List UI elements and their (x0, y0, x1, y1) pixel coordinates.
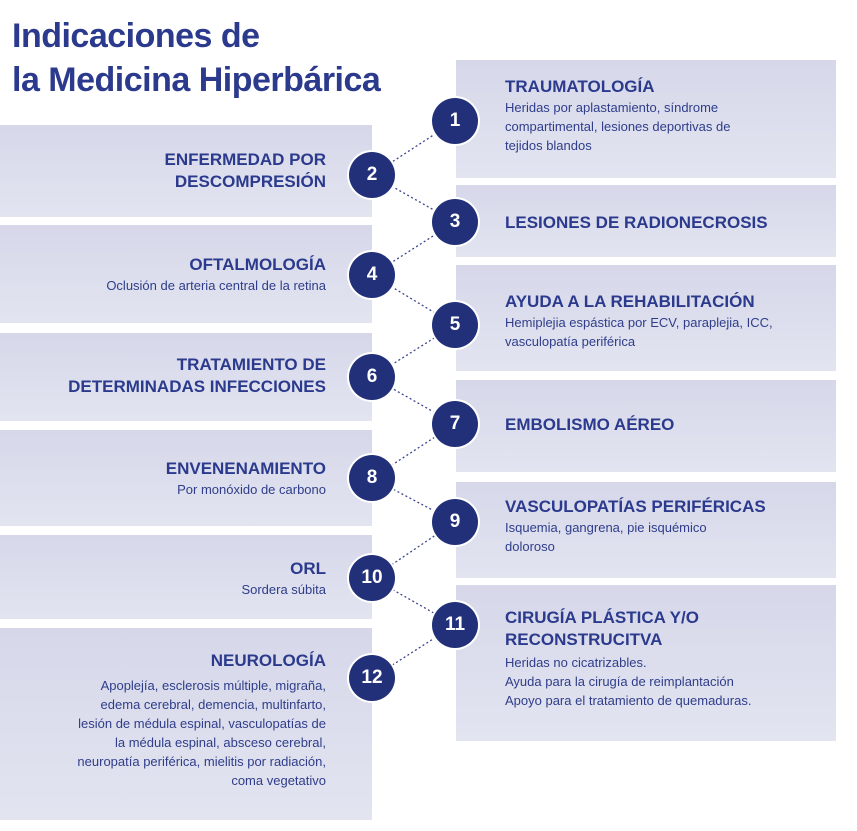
item-11-title: CIRUGÍA PLÁSTICA Y/O (505, 608, 699, 627)
item-5-desc-line: vasculopatía periférica (505, 334, 636, 349)
title-line-1: Indicaciones de (12, 17, 260, 55)
number-badge-6: 6 (349, 354, 395, 400)
item-9-desc-line: Isquemia, gangrena, pie isquémico (505, 520, 707, 535)
item-9-desc-line: doloroso (505, 539, 555, 554)
item-1-desc-line: compartimental, lesiones deportivas de (505, 119, 731, 134)
item-12-desc-line: edema cerebral, demencia, multinfarto, (100, 697, 326, 712)
number-badge-12: 12 (349, 655, 395, 701)
number-badge-4: 4 (349, 252, 395, 298)
item-7-text (505, 414, 825, 436)
item-2-title: ENFERMEDAD POR (164, 150, 326, 169)
item-2-title-2: DESCOMPRESIÓN (174, 172, 326, 191)
item-6-text (20, 354, 326, 398)
item-5-title: AYUDA A LA REHABILITACIÓN (505, 292, 755, 311)
item-11-title-2: RECONSTRUCITVA (505, 630, 663, 649)
item-5-desc-line: Hemiplejia espástica por ECV, paraplejia, ICC, (505, 315, 773, 330)
item-4-text (20, 254, 326, 295)
item-5-text (505, 291, 825, 351)
item-3-text (505, 212, 825, 234)
item-8-text (20, 458, 326, 499)
item-6-title-2: DETERMINADAS INFECCIONES (68, 377, 326, 396)
item-4-desc (20, 276, 326, 295)
number-badge-1: 1 (432, 98, 478, 144)
item-11-desc-line: Ayuda para la cirugía de reimplantación (505, 674, 734, 689)
item-11-desc-line: Apoyo para el tratamiento de quemaduras. (505, 693, 752, 708)
item-12-desc-line: coma vegetativo (231, 773, 326, 788)
item-11-desc-line: Heridas no cicatrizables. (505, 655, 647, 670)
item-4-desc-line: Oclusión de arteria central de la retina (106, 278, 326, 293)
item-12-desc-line: la médula espinal, absceso cerebral, (114, 735, 326, 750)
number-badge-8: 8 (349, 455, 395, 501)
item-10-desc (20, 580, 326, 599)
item-4-title: OFTALMOLOGÍA (189, 255, 326, 274)
item-10-title: ORL (290, 559, 326, 578)
item-10-desc-line: Sordera súbita (241, 582, 326, 597)
item-8-title: ENVENENAMIENTO (165, 459, 326, 478)
item-5-desc (505, 313, 825, 351)
item-3-title: LESIONES DE RADIONECROSIS (505, 213, 768, 232)
item-12-desc-line: Apoplejía, esclerosis múltiple, migraña, (100, 678, 326, 693)
number-badge-2: 2 (349, 152, 395, 198)
number-badge-11: 11 (432, 602, 478, 648)
number-badge-7: 7 (432, 401, 478, 447)
item-8-desc-line: Por monóxido de carbono (177, 482, 326, 497)
item-11-text (505, 607, 825, 710)
item-8-desc (20, 480, 326, 499)
item-6-title: TRATAMIENTO DE (176, 355, 326, 374)
item-2-text (20, 149, 326, 193)
item-1-desc (505, 98, 825, 155)
number-badge-5: 5 (432, 302, 478, 348)
item-12-desc-line: neuropatía periférica, mielitis por radiación, (77, 754, 326, 769)
title-line-2: la Medicina Hiperbárica (12, 61, 381, 99)
number-badge-10: 10 (349, 555, 395, 601)
item-1-desc-line: Heridas por aplastamiento, síndrome (505, 100, 719, 115)
number-badge-3: 3 (432, 199, 478, 245)
item-11-desc (505, 653, 825, 710)
item-12-text (14, 650, 326, 790)
item-1-desc-line: tejidos blandos (505, 138, 592, 153)
item-7-title: EMBOLISMO AÉREO (505, 415, 675, 434)
item-12-desc (14, 676, 326, 790)
item-12-title: NEUROLOGÍA (210, 651, 326, 670)
item-9-title: VASCULOPATÍAS PERIFÉRICAS (505, 497, 766, 516)
item-12-desc-line: lesión de médula espinal, vasculopatías de (78, 716, 326, 731)
item-10-text (20, 558, 326, 599)
item-1-title: TRAUMATOLOGÍA (505, 77, 655, 96)
item-1-text (505, 76, 825, 155)
item-9-desc (505, 518, 825, 556)
number-badge-9: 9 (432, 499, 478, 545)
item-9-text (505, 496, 825, 556)
